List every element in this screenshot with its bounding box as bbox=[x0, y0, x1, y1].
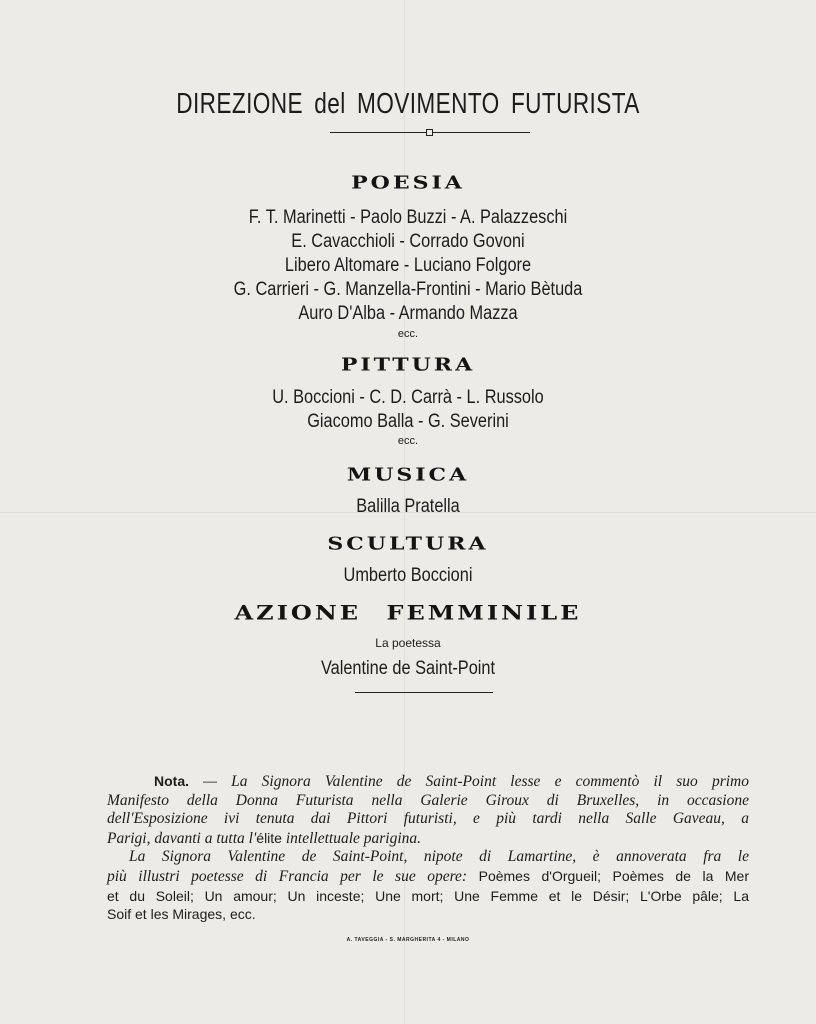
nota-paragraph bbox=[107, 772, 749, 924]
divider bbox=[355, 692, 493, 693]
name-line: Libero Altomare - Luciano Folgore bbox=[284, 255, 532, 276]
heading-pittura: PITTURA bbox=[340, 354, 476, 376]
nota-text: et du Soleil; Un amour; Un inceste; Une mort; Une Femme et le Désir; L'Orbe pâle; La bbox=[107, 887, 749, 904]
nota-text: La Signora Valentine de Saint-Point, nipote di Lamartine, è annoverata fra le bbox=[129, 848, 749, 866]
heading-scultura: SCULTURA bbox=[327, 533, 489, 555]
name-line: G. Carrieri - G. Manzella-Frontini - Mario Bètuda bbox=[233, 279, 583, 300]
nota-text: — La Signora Valentine de Saint-Point lesse e commentò il suo primo bbox=[203, 773, 750, 790]
ecc-text: ecc. bbox=[397, 435, 419, 447]
name-line: Giacomo Balla - G. Severini bbox=[307, 411, 509, 432]
nota-text: élite bbox=[256, 829, 282, 846]
nota-text: dell'Esposizione ivi tenuta dai Pittori futuristi, e più tardi nella Salle Gaveau, a bbox=[107, 810, 749, 828]
heading-azione-femminile: AZIONE FEMMINILE bbox=[234, 600, 582, 625]
heading-musica: MUSICA bbox=[346, 464, 470, 486]
nota-text: Manifesto della Donna Futurista nella Galerie Giroux di Bruxelles, in occasione bbox=[107, 791, 749, 809]
nota-text: intellettuale parigina. bbox=[281, 829, 422, 847]
nota-text: Soif et les Mirages, ecc. bbox=[107, 906, 256, 923]
subtitle: La poetessa bbox=[375, 636, 441, 650]
name-line: F. T. Marinetti - Paolo Buzzi - A. Palazzeschi bbox=[248, 207, 568, 228]
name-line: E. Cavacchioli - Corrado Govoni bbox=[291, 231, 525, 252]
name-line: Umberto Boccioni bbox=[343, 565, 473, 586]
name-line: Auro D'Alba - Armando Mazza bbox=[298, 303, 518, 324]
nota-text: Parigi, davanti a tutta l' bbox=[107, 829, 257, 847]
page-title: DIREZIONE del MOVIMENTO FUTURISTA bbox=[176, 88, 640, 120]
nota-text: Poèmes d'Orgueil; Poèmes de la Mer bbox=[467, 867, 749, 884]
name-line: Valentine de Saint-Point bbox=[320, 658, 496, 679]
heading-poesia: POESIA bbox=[351, 172, 465, 194]
nota-text: più illustri poetesse di Francia per le sue opere: bbox=[107, 867, 468, 885]
printer-imprint: A. TAVEGGIA - S. MARGHERITA 4 - MILANO bbox=[346, 937, 470, 943]
nota-label: Nota. bbox=[154, 773, 189, 789]
name-line: U. Boccioni - C. D. Carrà - L. Russolo bbox=[272, 387, 544, 408]
ecc-text: ecc. bbox=[397, 328, 419, 340]
name-line: Balilla Pratella bbox=[356, 496, 460, 517]
ornament-divider bbox=[330, 132, 530, 133]
